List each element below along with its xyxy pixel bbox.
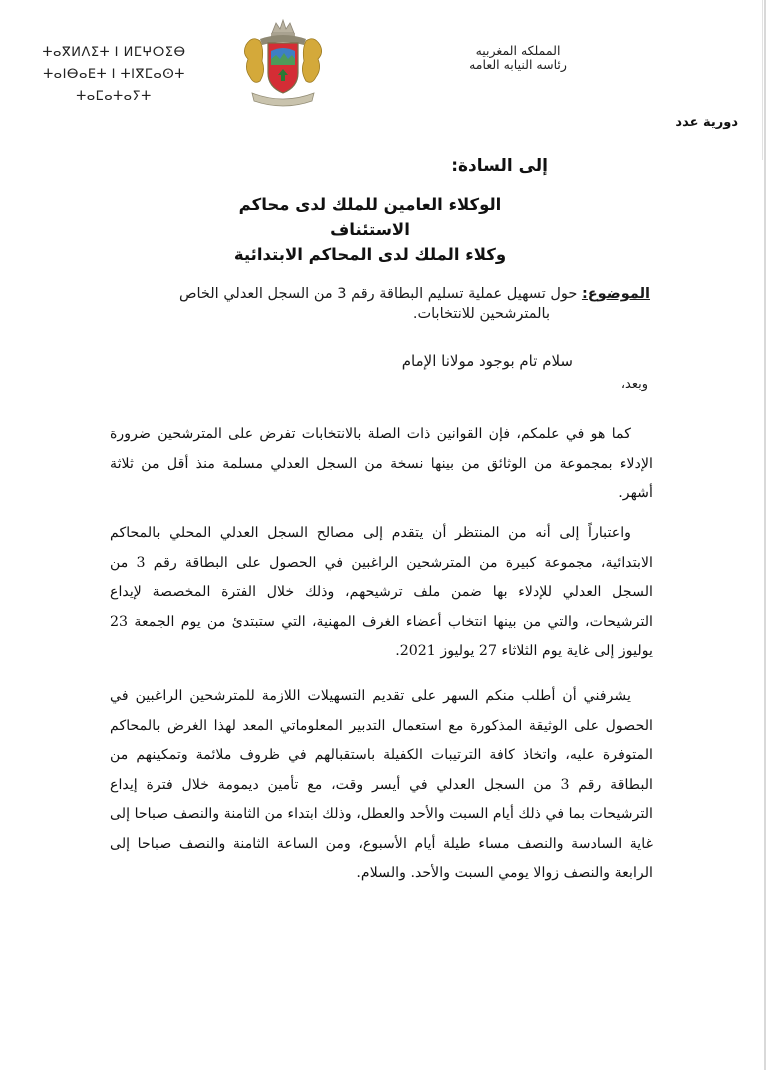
greeting: سلام تام بوجود مولانا الإمام [401,352,573,370]
body-paragraph: واعتباراً إلى أنه من المنتظر أن يتقدم إلى مصالح السجل العدلي المحلي بالمحاكم الابتدائية، مجموعة كبيرة من المترشحين الراغبين في الحصول على البطاقة رقم 3 من السجل العدلي للإدلاء بها ضمن ملف ترشيحهم، وذلك خلال الفترة المخصصة لإيداع الترشيحات، والتي من بينها انتخاب أعضاء الغرف المهنية، التي ستبتدئ من يوم الجمعة 23 يوليوز إلى غاية يوم الثلاثاء 27 يوليوز 2021. [110,525,653,660]
recipients-label: إلى السادة: [451,156,548,176]
tifinagh-header [14,42,214,108]
body-paragraph: يشرفني أن أطلب منكم السهر على تقديم التسهيلات اللازمة للمترشحين الراغبين في الحصول على الوثيقة المذكورة مع استعمال التدبير المعلوماتي المعد لهذا الغرض بالمحاكم المتوفرة عليه، واتخاذ كافة الترتيبات الكفيلة باستقبالهم في ظروف ملائمة وتمكينهم من البطاقة رقم 3 من السجل العدلي في أيسر وقت، مع تأمين ديمومة خلال فترة إيداع الترشيحات بما في ذلك أيام السبت والأحد والعطل، وذلك ابتداء من الثامنة والنصف صباحا إلى غاية السادسة والنصف مساء طيلة أيام الأسبوع، ومن الساعة الثامنة والنصف صباحا إلى الرابعة والنصف زوالا يومي السبت والأحد. والسلام. [109,688,653,882]
recipient-line: الوكلاء العامين للملك لدى محاكم الاستئناف [238,195,502,239]
issuing-authority-header [428,44,608,72]
page-edge [764,0,766,1070]
body-paragraph: كما هو في علمكم، فإن القوانين ذات الصلة بالانتخابات تفرض على المترشحين ضرورة الإدلاء بمجموعة من الوثائق من بينها نسخة من السجل العدلي مسلمة منذ أقل من ثلاثة أشهر. [110,426,653,502]
tifinagh-line-kingdom: ⵜⴰⴳⵍⴷⵉⵜ ⵏ ⵍⵎⵖⵔⵉⴱ [42,45,186,60]
page-edge-shadow [762,0,763,160]
kingdom-name: المملكه المغربيه [475,43,561,58]
recipients-block [200,192,540,267]
subject-block [150,284,650,324]
recipient-line: وكلاء الملك لدى المحاكم الابتدائية [233,245,507,264]
authority-name: رئاسه النيابه العامه [469,57,567,72]
subject-text: حول تسهيل عملية تسليم البطاقة رقم 3 من السجل العدلي الخاص [178,286,582,302]
subject-text-continued: بالمترشحين للانتخابات. [412,306,550,322]
opening-phrase: وبعد، [620,377,648,392]
royal-coat-of-arms-icon [238,15,328,110]
tifinagh-line-presidency: ⵜⴰⵏⴱⴰⴹⵜ ⵏ ⵜⵏⴳⵎⴰⵙⵜ ⵜⴰⵎⴰⵜⴰⵢⵜ [43,67,185,104]
subject-label: الموضوع: [581,286,650,302]
circular-reference: دورية عدد [675,115,738,130]
